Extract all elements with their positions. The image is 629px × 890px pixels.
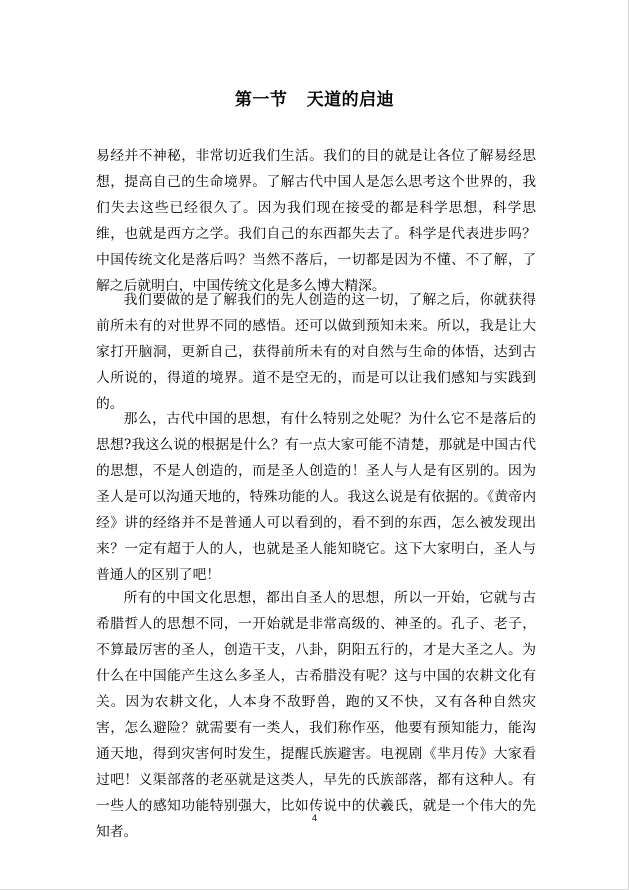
section-title: 第一节 天道的启迪 xyxy=(234,90,395,110)
paragraph-1: 易经并不神秘，非常切近我们生活。我们的目的就是让各位了解易经思想，提高自己的生命境界。了解古代中国人是怎么思考这个世界的，我们失去这些已经很久了。因为我们现在接受的都是科学思想，科学思维，也就是西方之学。我们自己的东西都失去了。科学是代表进步吗？中国传统文化是落后吗？当然不落后，一切都是因为不懂、不了解，了解之后就明白，中国传统文化是多么博大精深。 xyxy=(96,148,536,294)
paragraph-3: 那么，古代中国的思想，有什么特别之处呢？为什么它不是落后的思想?我这么说的根据是什么？有一点大家可能不清楚，那就是中国古代的思想，不是人创造的，而是圣人创造的！圣人与人是有区别的。因为圣人是可以沟通天地的，特殊功能的人。我这么说是有依据的。《黄帝内经》讲的经络并不是普通人可以看到的，看不到的东西，怎么被发现出来？一定有超于人的人，也就是圣人能知晓它。这下大家明白，圣人与普通人的区别了吧！ xyxy=(96,411,536,583)
paragraph-2: 我们要做的是了解我们的先人创造的这一切，了解之后，你就获得前所未有的对世界不同的感悟。还可以做到预知未来。所以，我是让大家打开脑洞，更新自己，获得前所未有的对自然与生命的体悟，达到古人所说的，得道的境界。道不是空无的，而是可以让我们感知与实践到的。 xyxy=(96,292,536,412)
page-number: 4 xyxy=(311,813,317,823)
paragraph-4: 所有的中国文化思想，都出自圣人的思想，所以一开始，它就与古希腊哲人的思想不同，一开始就是非常高级的、神圣的。孔子、老子，不算最厉害的圣人，创造干支，八卦，阴阳五行的，才是大圣之人。为什么在中国能产生这么多圣人，古希腊没有呢？这与中国的农耕文化有关。因为农耕文化，人本身不敌野兽，跑的又不快，又有各种自然灾害，怎么避险？就需要有一类人，我们称作巫，他要有预知能力，能沟通天地，得到灾害何时发生，提醒氏族避害。电视剧《芈月传》大家看过吧！义渠部落的老巫就是这类人，早先的氏族部落，都有这种人。有一些人的感知功能特别强大，比如传说中的伏羲氏，就是一个伟大的先知者。 xyxy=(96,590,536,840)
